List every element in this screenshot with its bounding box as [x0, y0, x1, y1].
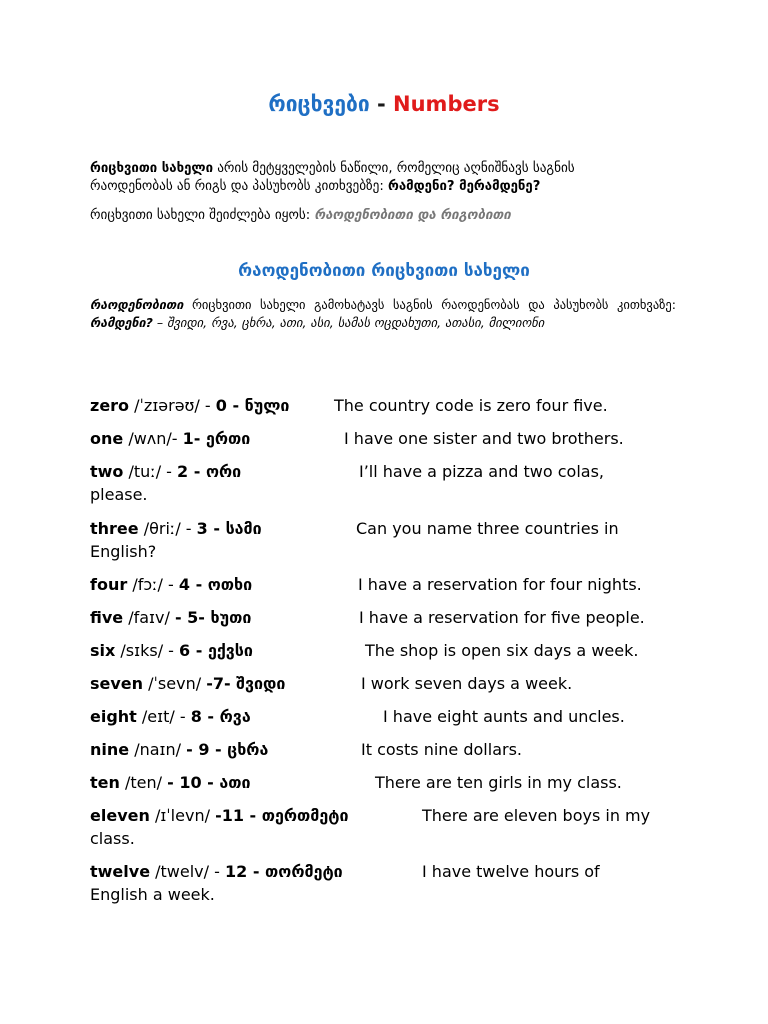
number-row-three — [90, 517, 690, 561]
example-sentence-continued: English? — [90, 542, 157, 561]
number-ipa: /wʌn/- — [123, 429, 183, 448]
cardinal-paragraph — [90, 296, 676, 332]
title-georgian: რიცხვები — [268, 92, 370, 116]
number-word: two — [90, 462, 124, 481]
number-word: four — [90, 575, 128, 594]
number-georgian: -11 - თერთმეტი — [215, 806, 349, 825]
number-ipa: /tuː/ - — [123, 462, 178, 481]
number-georgian: -7- შვიდი — [206, 674, 286, 693]
cardinal-term: რაოდენობითი — [90, 297, 184, 312]
example-sentence: I have a reservation for five people. — [359, 608, 645, 627]
number-word: one — [90, 429, 124, 448]
number-georgian: - 10 - ათი — [167, 773, 251, 792]
example-sentence: I have one sister and two brothers. — [344, 429, 624, 448]
number-row-seven — [90, 672, 690, 695]
number-row-eleven — [90, 804, 690, 848]
example-sentence: There are ten girls in my class. — [375, 773, 622, 792]
intro-text: არის მეტყველების ნაწილი, რომელიც აღნიშნავს საგნის რაოდენობას ან რიგს და პასუხობს კითხვებზე: — [90, 161, 575, 194]
intro-paragraph — [90, 160, 630, 196]
example-sentence-continued: English a week. — [90, 885, 215, 904]
number-word: twelve — [90, 862, 151, 881]
number-word: five — [90, 608, 124, 627]
number-georgian: 1- ერთი — [182, 429, 251, 448]
section-heading: რაოდენობითი რიცხვითი სახელი — [238, 261, 530, 281]
number-ipa: /ˈsevn/ — [143, 674, 207, 693]
number-row-twelve — [90, 860, 690, 904]
page-title — [0, 92, 768, 116]
number-ipa: /fɔː/ - — [127, 575, 179, 594]
number-ipa: /eɪt/ - — [136, 707, 191, 726]
intro-term: რიცხვითი სახელი — [90, 161, 214, 176]
number-ipa: /sɪks/ - — [115, 641, 180, 660]
example-sentence: I have a reservation for four nights. — [358, 575, 642, 594]
intro-questions: რამდენი? მერამდენე? — [387, 179, 541, 194]
example-sentence: I’ll have a pizza and two colas, — [359, 462, 604, 481]
number-row-ten — [90, 771, 690, 794]
number-row-two — [90, 460, 690, 504]
number-georgian: - 5- ხუთი — [174, 608, 252, 627]
title-dash: - — [377, 92, 386, 116]
number-georgian: 3 - სამი — [196, 519, 262, 538]
number-row-four — [90, 573, 690, 596]
number-word: nine — [90, 740, 130, 759]
number-georgian: 2 - ორი — [177, 462, 242, 481]
number-ipa: /ɪˈlevn/ — [149, 806, 216, 825]
example-sentence: Can you name three countries in — [356, 519, 619, 538]
number-georgian: 0 - ნული — [215, 396, 290, 415]
example-sentence: The country code is zero four five. — [334, 396, 608, 415]
number-word: ten — [90, 773, 120, 792]
example-sentence: I have eight aunts and uncles. — [383, 707, 625, 726]
number-word: zero — [90, 396, 130, 415]
number-row-eight — [90, 705, 690, 728]
example-sentence: There are eleven boys in my — [422, 806, 651, 825]
number-row-six — [90, 639, 690, 662]
number-georgian: 4 - ოთხი — [178, 575, 253, 594]
number-word: eleven — [90, 806, 150, 825]
types-values: რაოდენობითი და რიგობითი — [314, 208, 511, 223]
number-georgian: - 9 - ცხრა — [186, 740, 269, 759]
example-sentence: It costs nine dollars. — [361, 740, 522, 759]
number-row-nine — [90, 738, 690, 761]
example-sentence-continued: class. — [90, 829, 135, 848]
types-paragraph — [90, 207, 690, 225]
number-ipa: /ˈzɪərəʊ/ - — [129, 396, 216, 415]
number-word: seven — [90, 674, 144, 693]
number-word: six — [90, 641, 116, 660]
number-georgian: 8 - რვა — [190, 707, 251, 726]
types-text: რიცხვითი სახელი შეიძლება იყოს: — [90, 208, 315, 223]
number-georgian: 12 - თორმეტი — [224, 862, 343, 881]
example-sentence: I have twelve hours of — [422, 862, 600, 881]
number-ipa: /naɪn/ — [129, 740, 187, 759]
number-word: eight — [90, 707, 137, 726]
number-ipa: /ten/ — [119, 773, 168, 792]
cardinal-question: რამდენი? — [90, 315, 153, 330]
number-georgian: 6 - ექვსი — [179, 641, 253, 660]
number-row-one — [90, 427, 690, 450]
number-row-five — [90, 606, 690, 629]
number-ipa: /faɪv/ — [123, 608, 175, 627]
example-sentence: I work seven days a week. — [361, 674, 573, 693]
number-word: three — [90, 519, 139, 538]
title-english: Numbers — [393, 92, 500, 116]
cardinal-examples: – შვიდი, რვა, ცხრა, ათი, ასი, სამას ოცდახუთი, ათასი, მილიონი — [152, 315, 545, 330]
number-ipa: /θriː/ - — [138, 519, 197, 538]
cardinal-text: რიცხვითი სახელი გამოხატავს საგნის რაოდენობას და პასუხობს კითხვაზე: — [183, 297, 676, 312]
number-ipa: /twelv/ - — [150, 862, 225, 881]
example-sentence-continued: please. — [90, 485, 148, 504]
example-sentence: The shop is open six days a week. — [365, 641, 639, 660]
number-row-zero — [90, 394, 690, 417]
